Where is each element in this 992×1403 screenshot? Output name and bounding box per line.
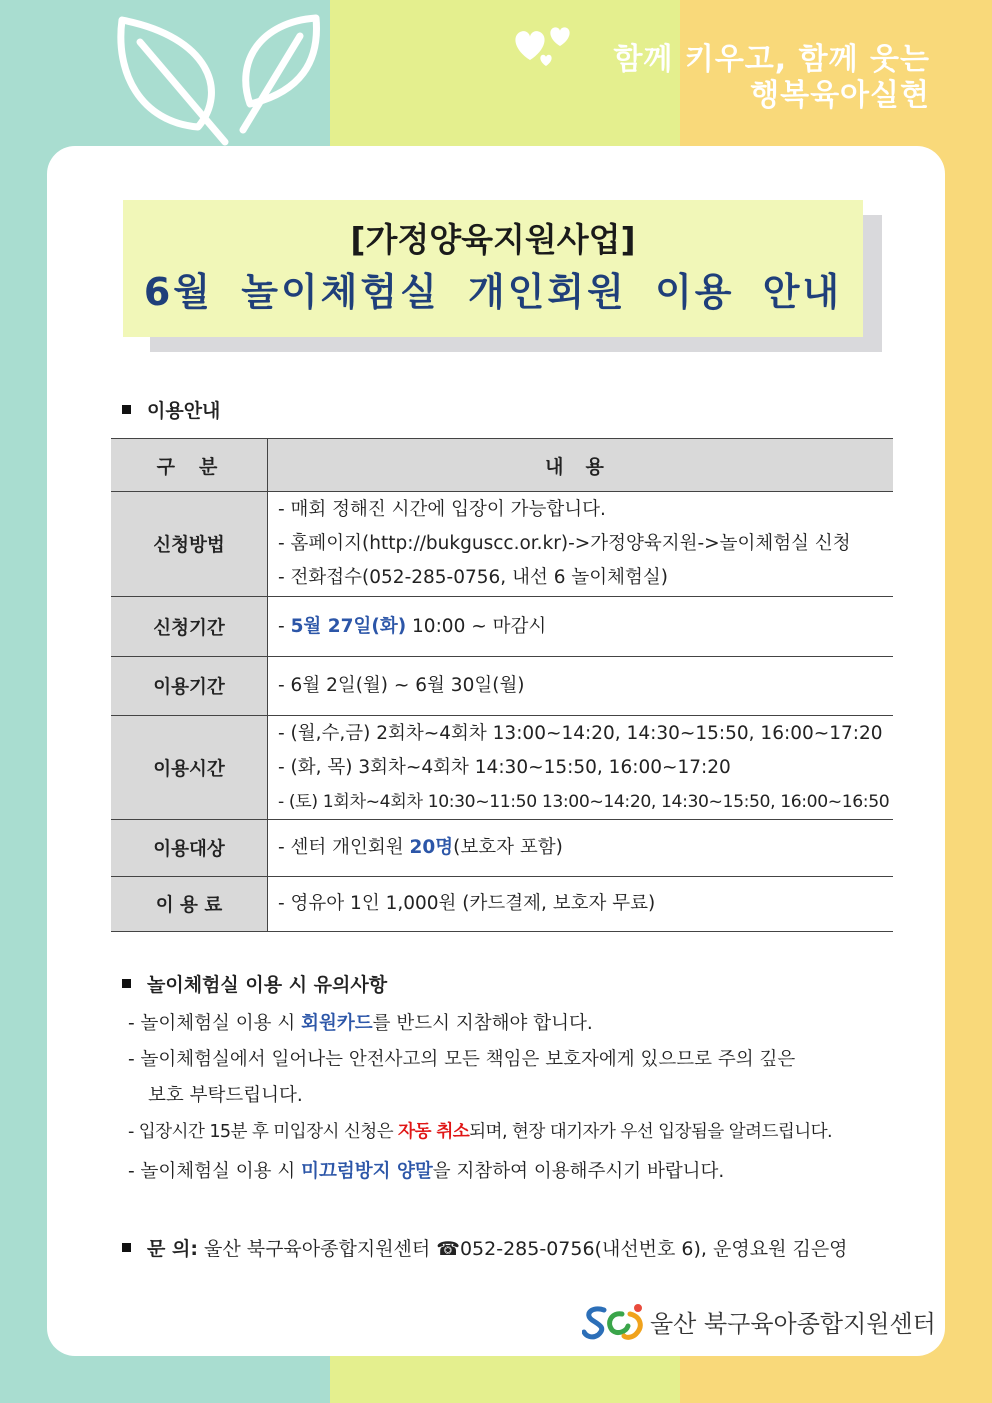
section-heading-text: 놀이체험실 이용 시 유의사항 bbox=[147, 974, 388, 996]
row-label: 이용대상 bbox=[111, 820, 268, 877]
section-heading-text: 이용안내 bbox=[147, 400, 221, 422]
highlight-count: 20명 bbox=[409, 837, 454, 858]
row-content bbox=[268, 820, 894, 877]
contact-info bbox=[122, 1234, 848, 1261]
note-text: - 입장시간 15분 후 미입장시 신청은 bbox=[128, 1122, 399, 1142]
row-content bbox=[268, 657, 894, 716]
table-row bbox=[111, 820, 893, 877]
table-header-category: 구분 bbox=[111, 439, 268, 492]
note-text: - 놀이체험실 이용 시 bbox=[128, 1013, 302, 1034]
table-row bbox=[111, 597, 893, 657]
highlight-member-card: 회원카드 bbox=[301, 1013, 373, 1034]
row-line: - (토) 1회차~4회차 10:30~11:50 13:00~14:20, 14:30~15:50, 16:00~16:50 bbox=[278, 791, 890, 812]
info-table bbox=[111, 438, 893, 932]
row-line: - 홈페이지(http://bukguscc.or.kr)->가정양육지원->놀이체험실 신청 bbox=[278, 533, 851, 554]
title-line-1: [가정양육지원사업] bbox=[350, 220, 636, 259]
slogan-line-2: 행복육아실현 bbox=[750, 78, 930, 113]
row-content bbox=[268, 877, 894, 932]
note-text: - 놀이체험실 이용 시 bbox=[128, 1161, 302, 1182]
row-label: 이용시간 bbox=[111, 716, 268, 820]
title-box bbox=[123, 200, 863, 337]
table-row bbox=[111, 877, 893, 932]
row-line: - (화, 목) 3회차~4회차 14:30~15:50, 16:00~17:20 bbox=[278, 756, 731, 778]
slogan-line-1: 함께 키우고, 함께 웃는 bbox=[613, 42, 930, 77]
table-header-content: 내용 bbox=[268, 439, 894, 492]
note-text: 를 반드시 지참해야 합니다. bbox=[372, 1013, 593, 1034]
row-line: - (월,수,금) 2회차~4회차 13:00~14:20, 14:30~15:50, 16:00~17:20 bbox=[278, 722, 883, 744]
row-label: 이용기간 bbox=[111, 657, 268, 716]
center-logo-icon bbox=[582, 1302, 646, 1342]
list-item bbox=[128, 1042, 832, 1114]
row-text: 10:00 ~ 마감시 bbox=[406, 615, 547, 637]
row-content bbox=[268, 597, 894, 657]
highlight-date: 5월 27일(화) bbox=[290, 615, 407, 637]
footer-org-name: 울산 북구육아종합지원센터 bbox=[650, 1310, 936, 1338]
row-label: 신청기간 bbox=[111, 597, 268, 657]
section-heading-usage bbox=[122, 396, 220, 423]
list-item bbox=[128, 1154, 832, 1190]
row-line: - 6월 2일(월) ~ 6월 30일(월) bbox=[278, 675, 525, 696]
contact-text: 울산 북구육아종합지원센터 ☎052-285-0756(내선번호 6), 운영요원 김은영 bbox=[203, 1238, 848, 1260]
row-label: 이 용 료 bbox=[111, 877, 268, 932]
square-bullet-icon bbox=[122, 405, 131, 414]
list-item bbox=[128, 1006, 832, 1042]
note-text: 을 지참하여 이용해주시기 바랍니다. bbox=[432, 1161, 725, 1182]
row-text: (보호자 포함) bbox=[453, 837, 563, 858]
square-bullet-icon bbox=[122, 1243, 131, 1252]
list-item bbox=[128, 1114, 832, 1150]
slogan bbox=[613, 42, 930, 114]
row-text: - bbox=[278, 615, 291, 637]
table-row bbox=[111, 657, 893, 716]
section-heading-notes bbox=[122, 970, 387, 997]
title-line-2: 6월 놀이체험실 개인회원 이용 안내 bbox=[143, 270, 843, 314]
contact-label: 문 의: bbox=[147, 1238, 198, 1260]
note-text: 되며, 현장 대기자가 우선 입장됨을 알려드립니다. bbox=[469, 1122, 833, 1142]
highlight-auto-cancel: 자동 취소 bbox=[398, 1122, 470, 1142]
square-bullet-icon bbox=[122, 979, 131, 988]
leaf-icon bbox=[110, 12, 330, 147]
table-row bbox=[111, 492, 893, 597]
note-text: - 놀이체험실에서 일어나는 안전사고의 모든 책임은 보호자에게 있으므로 주의 깊은 bbox=[128, 1049, 796, 1070]
highlight-socks: 미끄럼방지 양말 bbox=[301, 1161, 433, 1182]
row-line: - 영유아 1인 1,000원 (카드결제, 보호자 무료) bbox=[278, 893, 656, 914]
row-label: 신청방법 bbox=[111, 492, 268, 597]
table-row bbox=[111, 716, 893, 820]
notes-list bbox=[128, 1006, 832, 1190]
hearts-icon bbox=[510, 22, 580, 67]
row-line: - 매회 정해진 시간에 입장이 가능합니다. bbox=[278, 499, 606, 520]
row-content bbox=[268, 492, 894, 597]
note-text: 보호 부탁드립니다. bbox=[148, 1085, 303, 1106]
row-line: - 전화접수(052-285-0756, 내선 6 놀이체험실) bbox=[278, 567, 668, 588]
row-content bbox=[268, 716, 894, 820]
table-header-row bbox=[111, 439, 893, 492]
row-text: - 센터 개인회원 bbox=[278, 837, 410, 858]
